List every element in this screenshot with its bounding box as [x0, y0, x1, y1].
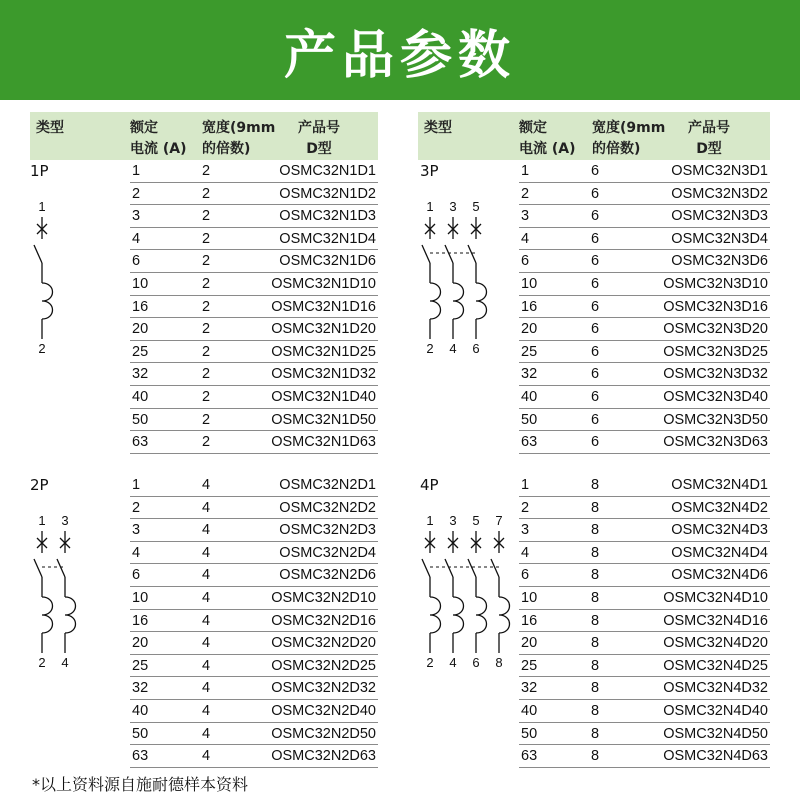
trip-coil-icon	[453, 597, 464, 633]
row-divider	[130, 453, 378, 454]
cell-width: 2	[202, 389, 211, 405]
table-row	[519, 497, 770, 520]
cell-current: 32	[521, 680, 538, 697]
cell-width: 4	[202, 725, 211, 742]
table-row	[519, 318, 770, 341]
cell-current: 10	[132, 276, 149, 292]
cell-part-number: OSMC32N1D32	[271, 366, 376, 383]
cell-width: 2	[202, 253, 211, 270]
header-width: 宽度(9mm 的倍数)	[202, 120, 276, 157]
cell-part-number: OSMC32N2D3	[279, 522, 376, 539]
cell-part-number: OSMC32N4D3	[671, 522, 768, 539]
breaker-schematic	[30, 511, 95, 671]
table-row	[130, 677, 378, 700]
trip-coil-icon	[42, 283, 53, 319]
cell-width: 8	[591, 499, 600, 516]
cell-current: 6	[521, 253, 530, 270]
cell-part-number: OSMC32N1D6	[279, 253, 376, 270]
table-row	[519, 228, 770, 251]
cell-width: 6	[591, 163, 600, 179]
switch-blade	[445, 245, 453, 263]
cell-width: 6	[591, 230, 600, 247]
cell-width: 4	[202, 499, 211, 516]
header-current: 额定 电流 (A)	[130, 120, 187, 157]
terminal-top-label: 1	[426, 513, 434, 528]
terminal-bottom-label: 2	[426, 655, 434, 670]
table-row	[519, 386, 770, 409]
cell-width: 4	[202, 567, 211, 584]
cell-current: 25	[132, 343, 149, 360]
cell-current: 10	[521, 590, 538, 606]
cell-part-number: OSMC32N3D32	[663, 366, 768, 383]
cell-current: 2	[521, 185, 530, 202]
cell-part-number: OSMC32N1D1	[279, 163, 376, 179]
table-row	[130, 519, 378, 542]
table-row	[130, 474, 378, 497]
cell-part-number: OSMC32N4D10	[663, 590, 768, 606]
cell-width: 6	[591, 321, 600, 338]
table-row	[130, 431, 378, 454]
cell-width: 4	[202, 703, 211, 719]
cell-part-number: OSMC32N3D63	[663, 434, 768, 451]
table-row	[130, 587, 378, 610]
cell-width: 2	[202, 163, 211, 179]
type-label: 1P	[30, 162, 49, 180]
cell-width: 2	[202, 208, 211, 225]
cell-part-number: OSMC32N1D40	[271, 389, 376, 405]
header-type: 类型	[36, 120, 64, 136]
cell-width: 4	[202, 590, 211, 606]
cell-current: 6	[132, 253, 141, 270]
cell-current: 50	[132, 411, 149, 428]
cell-part-number: OSMC32N1D20	[271, 321, 376, 338]
table-row	[519, 564, 770, 587]
switch-blade	[422, 559, 430, 577]
trip-coil-icon	[476, 597, 487, 633]
cell-current: 25	[521, 657, 538, 674]
cell-current: 16	[521, 298, 538, 315]
cell-part-number: OSMC32N1D25	[271, 343, 376, 360]
cell-part-number: OSMC32N3D2	[671, 185, 768, 202]
table-row	[130, 363, 378, 386]
terminal-bottom-label: 2	[38, 341, 46, 356]
cell-current: 3	[521, 208, 530, 225]
switch-blade	[57, 559, 65, 577]
table-row	[130, 183, 378, 206]
breaker-diagram	[418, 511, 529, 676]
terminal-top-label: 3	[449, 513, 457, 528]
cell-current: 2	[521, 499, 530, 516]
table-row	[519, 273, 770, 296]
cell-current: 2	[132, 499, 141, 516]
page-title: 产品参数	[283, 25, 516, 86]
cell-current: 4	[521, 230, 530, 247]
cell-part-number: OSMC32N4D32	[663, 680, 768, 697]
cell-part-number: OSMC32N1D63	[271, 434, 376, 451]
cell-width: 6	[591, 208, 600, 225]
cell-width: 8	[591, 544, 600, 561]
table-row	[519, 341, 770, 364]
table-row	[519, 745, 770, 768]
cell-part-number: OSMC32N2D40	[271, 703, 376, 719]
cell-width: 4	[202, 635, 211, 652]
table-row	[519, 519, 770, 542]
cell-current: 40	[521, 389, 538, 405]
table-row	[130, 610, 378, 633]
header-part-number: 产品号 D型	[688, 120, 730, 157]
table-row	[519, 474, 770, 497]
cell-part-number: OSMC32N1D10	[271, 276, 376, 292]
table-row	[130, 632, 378, 655]
trip-coil-icon	[430, 283, 441, 319]
cell-part-number: OSMC32N4D40	[663, 703, 768, 719]
panel-2p	[30, 474, 378, 774]
table-row	[519, 677, 770, 700]
cell-current: 1	[521, 163, 530, 179]
cell-width: 2	[202, 434, 211, 451]
terminal-bottom-label: 2	[38, 655, 46, 670]
cell-width: 2	[202, 411, 211, 428]
type-label: 4P	[420, 476, 439, 494]
terminal-bottom-label: 4	[449, 341, 457, 356]
breaker-schematic	[30, 197, 72, 357]
terminal-top-label: 7	[495, 513, 503, 528]
breaker-schematic	[418, 197, 506, 357]
cell-width: 8	[591, 477, 600, 493]
trip-coil-icon	[430, 597, 441, 633]
table-row	[519, 632, 770, 655]
table-row	[519, 183, 770, 206]
table-row	[130, 296, 378, 319]
table-header	[30, 112, 378, 160]
cell-current: 16	[132, 298, 149, 315]
cell-current: 10	[132, 590, 149, 606]
cell-part-number: OSMC32N3D16	[663, 298, 768, 315]
table-row	[519, 205, 770, 228]
cell-part-number: OSMC32N2D4	[279, 544, 376, 561]
cell-width: 8	[591, 612, 600, 629]
table-row	[130, 205, 378, 228]
cell-part-number: OSMC32N2D50	[271, 725, 376, 742]
cell-width: 4	[202, 544, 211, 561]
cell-width: 6	[591, 389, 600, 405]
cell-width: 6	[591, 253, 600, 270]
table-row	[519, 250, 770, 273]
breaker-diagram	[30, 197, 72, 362]
row-divider	[130, 767, 378, 768]
table-row	[519, 363, 770, 386]
terminal-bottom-label: 4	[449, 655, 457, 670]
table-row	[130, 318, 378, 341]
trip-coil-icon	[453, 283, 464, 319]
table-row	[130, 250, 378, 273]
cell-current: 40	[132, 703, 149, 719]
table-row	[519, 296, 770, 319]
cell-width: 6	[591, 366, 600, 383]
cell-part-number: OSMC32N3D25	[663, 343, 768, 360]
table-row	[519, 587, 770, 610]
cell-current: 3	[132, 522, 141, 539]
cell-part-number: OSMC32N3D40	[663, 389, 768, 405]
cell-part-number: OSMC32N4D4	[671, 544, 768, 561]
table-row	[519, 160, 770, 183]
cell-part-number: OSMC32N3D4	[671, 230, 768, 247]
cell-part-number: OSMC32N4D16	[663, 612, 768, 629]
cell-width: 6	[591, 434, 600, 451]
cell-width: 8	[591, 635, 600, 652]
cell-part-number: OSMC32N3D6	[671, 253, 768, 270]
table-row	[519, 655, 770, 678]
cell-current: 3	[132, 208, 141, 225]
cell-part-number: OSMC32N2D2	[279, 499, 376, 516]
cell-part-number: OSMC32N2D10	[271, 590, 376, 606]
cell-part-number: OSMC32N4D20	[663, 635, 768, 652]
cell-width: 2	[202, 230, 211, 247]
cell-width: 8	[591, 567, 600, 584]
cell-current: 50	[521, 725, 538, 742]
header-width: 宽度(9mm 的倍数)	[592, 120, 666, 157]
switch-blade	[468, 245, 476, 263]
cell-width: 4	[202, 477, 211, 493]
terminal-bottom-label: 2	[426, 341, 434, 356]
cell-current: 32	[132, 680, 149, 697]
cell-part-number: OSMC32N1D3	[279, 208, 376, 225]
cell-width: 2	[202, 343, 211, 360]
cell-width: 8	[591, 657, 600, 674]
header-part-number: 产品号 D型	[298, 120, 340, 157]
cell-part-number: OSMC32N3D1	[671, 163, 768, 179]
table-row	[130, 542, 378, 565]
cell-part-number: OSMC32N3D20	[663, 321, 768, 338]
table-row	[519, 542, 770, 565]
cell-current: 4	[132, 544, 141, 561]
cell-width: 8	[591, 748, 600, 765]
cell-part-number: OSMC32N1D4	[279, 230, 376, 247]
cell-current: 6	[521, 567, 530, 584]
table-row	[130, 745, 378, 768]
table-row	[130, 564, 378, 587]
cell-current: 25	[132, 657, 149, 674]
cell-width: 8	[591, 703, 600, 719]
cell-width: 2	[202, 276, 211, 292]
table-row	[130, 386, 378, 409]
table-row	[130, 273, 378, 296]
cell-part-number: OSMC32N2D63	[271, 748, 376, 765]
terminal-top-label: 3	[449, 199, 457, 214]
table-row	[130, 228, 378, 251]
cell-current: 6	[132, 567, 141, 584]
cell-part-number: OSMC32N4D1	[671, 477, 768, 493]
cell-current: 32	[132, 366, 149, 383]
panel-3p	[418, 112, 770, 457]
cell-width: 2	[202, 185, 211, 202]
cell-part-number: OSMC32N4D6	[671, 567, 768, 584]
cell-current: 16	[132, 612, 149, 629]
cell-width: 2	[202, 321, 211, 338]
type-label: 3P	[420, 162, 439, 180]
table-header	[418, 112, 770, 160]
cell-part-number: OSMC32N4D25	[663, 657, 768, 674]
breaker-diagram	[418, 197, 506, 362]
switch-blade	[422, 245, 430, 263]
trip-coil-icon	[42, 597, 53, 633]
cell-part-number: OSMC32N3D50	[663, 411, 768, 428]
cell-current: 20	[132, 321, 149, 338]
cell-part-number: OSMC32N2D6	[279, 567, 376, 584]
panel-1p	[30, 112, 378, 457]
terminal-bottom-label: 6	[472, 341, 480, 356]
title-banner	[0, 0, 800, 100]
switch-blade	[34, 245, 42, 263]
cell-current: 1	[521, 477, 530, 493]
cell-width: 2	[202, 366, 211, 383]
cell-width: 4	[202, 748, 211, 765]
breaker-diagram	[30, 511, 95, 676]
cell-part-number: OSMC32N4D63	[663, 748, 768, 765]
table-row	[519, 723, 770, 746]
switch-blade	[468, 559, 476, 577]
cell-current: 63	[521, 748, 538, 765]
cell-width: 4	[202, 680, 211, 697]
cell-current: 20	[521, 321, 538, 338]
cell-part-number: OSMC32N2D25	[271, 657, 376, 674]
terminal-bottom-label: 8	[495, 655, 503, 670]
table-row	[130, 497, 378, 520]
cell-width: 8	[591, 725, 600, 742]
cell-part-number: OSMC32N1D16	[271, 298, 376, 315]
cell-current: 4	[132, 230, 141, 247]
cell-width: 8	[591, 680, 600, 697]
cell-current: 16	[521, 612, 538, 629]
cell-current: 63	[132, 748, 149, 765]
table-row	[130, 409, 378, 432]
cell-current: 63	[521, 434, 538, 451]
table-row	[519, 409, 770, 432]
cell-part-number: OSMC32N1D50	[271, 411, 376, 428]
terminal-bottom-label: 4	[61, 655, 69, 670]
cell-current: 10	[521, 276, 538, 292]
terminal-top-label: 1	[38, 199, 46, 214]
cell-part-number: OSMC32N2D20	[271, 635, 376, 652]
terminal-top-label: 5	[472, 513, 480, 528]
cell-width: 4	[202, 522, 211, 539]
row-divider	[519, 453, 770, 454]
cell-width: 8	[591, 522, 600, 539]
table-row	[130, 160, 378, 183]
footnote: *以上资料源自施耐德样本资料	[32, 775, 249, 794]
cell-part-number: OSMC32N2D1	[279, 477, 376, 493]
terminal-bottom-label: 6	[472, 655, 480, 670]
cell-current: 50	[521, 411, 538, 428]
cell-current: 40	[132, 389, 149, 405]
cell-part-number: OSMC32N4D2	[671, 499, 768, 516]
cell-part-number: OSMC32N3D3	[671, 208, 768, 225]
terminal-top-label: 1	[426, 199, 434, 214]
cell-width: 6	[591, 185, 600, 202]
switch-blade	[445, 559, 453, 577]
table-row	[519, 431, 770, 454]
cell-current: 1	[132, 477, 141, 493]
cell-current: 1	[132, 163, 141, 179]
cell-part-number: OSMC32N4D50	[663, 725, 768, 742]
cell-current: 40	[521, 703, 538, 719]
cell-current: 32	[521, 366, 538, 383]
cell-current: 50	[132, 725, 149, 742]
terminal-top-label: 1	[38, 513, 46, 528]
cell-part-number: OSMC32N2D32	[271, 680, 376, 697]
trip-coil-icon	[499, 597, 510, 633]
cell-current: 20	[521, 635, 538, 652]
cell-width: 6	[591, 343, 600, 360]
type-label: 2P	[30, 476, 49, 494]
cell-current: 3	[521, 522, 530, 539]
cell-current: 25	[521, 343, 538, 360]
switch-blade	[34, 559, 42, 577]
cell-current: 20	[132, 635, 149, 652]
row-divider	[519, 767, 770, 768]
table-row	[519, 700, 770, 723]
cell-current: 2	[132, 185, 141, 202]
cell-width: 6	[591, 411, 600, 428]
table-row	[130, 700, 378, 723]
cell-current: 4	[521, 544, 530, 561]
cell-width: 6	[591, 276, 600, 292]
terminal-top-label: 5	[472, 199, 480, 214]
header-current: 额定 电流 (A)	[519, 120, 576, 157]
cell-part-number: OSMC32N3D10	[663, 276, 768, 292]
breaker-schematic	[418, 511, 529, 671]
cell-current: 63	[132, 434, 149, 451]
switch-blade	[491, 559, 499, 577]
table-row	[130, 341, 378, 364]
cell-width: 6	[591, 298, 600, 315]
trip-coil-icon	[65, 597, 76, 633]
cell-width: 4	[202, 657, 211, 674]
cell-width: 4	[202, 612, 211, 629]
table-row	[130, 655, 378, 678]
panel-4p	[418, 474, 770, 774]
cell-width: 2	[202, 298, 211, 315]
terminal-top-label: 3	[61, 513, 69, 528]
trip-coil-icon	[476, 283, 487, 319]
header-type: 类型	[424, 120, 452, 136]
cell-part-number: OSMC32N1D2	[279, 185, 376, 202]
cell-width: 8	[591, 590, 600, 606]
table-row	[130, 723, 378, 746]
table-row	[519, 610, 770, 633]
cell-part-number: OSMC32N2D16	[271, 612, 376, 629]
